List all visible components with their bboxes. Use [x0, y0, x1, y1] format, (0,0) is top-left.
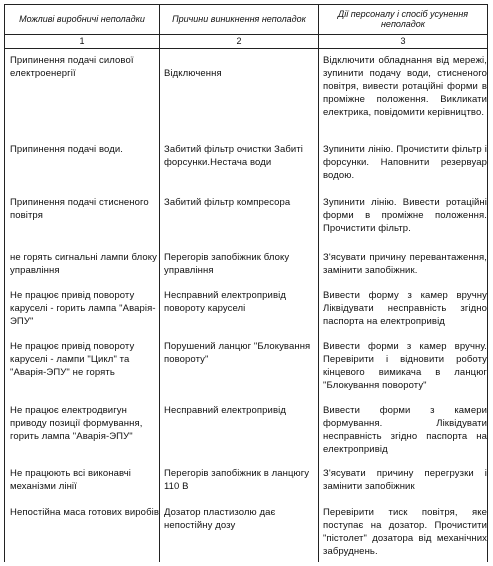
table-border-left	[4, 4, 5, 562]
cause-text: Порушений ланцюг "Блокування повороту"	[164, 341, 311, 365]
troubleshooting-table	[4, 4, 488, 562]
fault-text: Припинення подачі води.	[10, 144, 124, 155]
fault-text: Припинення подачі стисненого повітря	[10, 197, 149, 221]
action-text: Відключити обладнання від мережі, зупинити подачу води, стисненого повітря, вивести ротаційні форми в проміжне положення. Викликати електрика, повідомити керівництво.	[323, 55, 487, 118]
column-number: 2	[236, 36, 242, 46]
action-text: З'ясувати причину перевантаження, замінити запобіжник.	[323, 252, 487, 276]
cause-text: Перегорів запобіжник в ланцюгу 110 В	[164, 468, 310, 492]
fault-text: Не працює привід повороту каруселі - лампи "Цикл" та "Аварія-ЭПУ" не горять	[10, 341, 135, 378]
table-border-right	[487, 4, 488, 562]
cause-text: Несправний електропривід	[164, 405, 286, 416]
cause-text: Забитий фільтр компресора	[164, 197, 291, 208]
number-row-divider	[4, 48, 488, 49]
column-divider	[318, 4, 319, 562]
action-text: Перевірити тиск повітря, яке поступає на дозатор. Прочистити "пістолет" дозатора від механічних забруднень.	[323, 507, 487, 557]
fault-text: Не працює електродвигун приводу позиції формування, горить лампа "Аварія-ЭПУ"	[10, 405, 143, 442]
cause-text: Дозатор пластизолю дає непостійну дозу	[164, 507, 276, 531]
action-text: З'ясувати причину перегрузки і замінити запобіжник	[323, 468, 487, 492]
cause-text: Забитий фільтр очистки Забиті форсунки.Нестача води	[164, 144, 303, 168]
header-staff-actions: Дії персоналу і спосіб усунення неполадок	[337, 9, 469, 29]
action-text: Зупинити лінію. Вивести ротаційні форми в проміжне положення. Прочистити фільтр.	[323, 197, 487, 234]
action-text: Вивести форми з камер вручну. Перевірити і відновити роботу кінцевого вимикача в ланцюг "Блокування повороту"	[323, 341, 487, 391]
cause-text: Відключення	[164, 68, 222, 79]
column-number: 3	[400, 36, 406, 46]
action-text: Вивести форму з камер вручну Ліквідувати несправність згідно паспорта на електропривід	[323, 290, 487, 327]
fault-text: Припинення подачі силової електроенергії	[10, 55, 134, 79]
column-number: 1	[79, 36, 85, 46]
fault-text: Не працюють всі виконавчі механізми лінії	[10, 468, 131, 492]
fault-text: Не працює привід повороту каруселі - горить лампа "Аварія-ЭПУ"	[10, 290, 156, 327]
cause-text: Перегорів запобіжник блоку управління	[164, 252, 290, 276]
header-possible-faults: Можливі виробничі неполадки	[19, 14, 145, 24]
fault-text: Непостійна маса готових виробів	[10, 507, 159, 518]
header-fault-causes: Причини виникнення неполадок	[172, 14, 306, 24]
action-text: Вивести форми з камери формування. Ліквідувати несправність згідно паспорта на електропривід	[323, 405, 487, 455]
fault-text: не горять сигнальні лампи блоку управління	[10, 252, 158, 276]
cause-text: Несправний електропривід повороту каруселі	[164, 290, 286, 314]
action-text: Зупинити лінію. Прочистити фільтр і форсунки. Наповнити резервуар водою.	[323, 144, 487, 181]
